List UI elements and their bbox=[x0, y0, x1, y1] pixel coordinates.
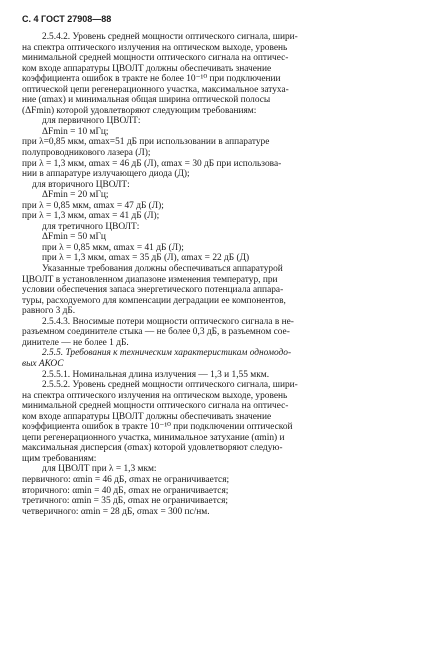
text-line: полупроводникового лазера (Л); bbox=[22, 148, 151, 159]
text-line: максимальная дисперсия (σmax) которой удовлетворяют следую- bbox=[22, 443, 283, 454]
text-line: 2.5.4.3. Вносимые потери мощности оптического сигнала в не- bbox=[42, 316, 294, 327]
text-line: ЦВОЛТ в установленном диапазоне изменения температур, при bbox=[22, 274, 278, 285]
text-line: третичного: αmin = 35 дБ, σmax не ограничивается; bbox=[22, 496, 228, 507]
text-line: разъемном соединителе стыка — не более 0,3 дБ, в разъемном сое- bbox=[22, 327, 290, 338]
text-line: туры, расходуемого для компенсации деградации ее компонентов, bbox=[22, 295, 286, 306]
text-line: ком входе аппаратуры ЦВОЛТ должны обеспечивать значение bbox=[22, 63, 272, 74]
text-line: 2.5.5.1. Номинальная длина излучения — 1,3 и 1,55 мкм. bbox=[42, 369, 270, 380]
text-line: цепи регенерационного участка, минимальное затухание (αmin) и bbox=[22, 432, 285, 443]
text-line: для ЦВОЛТ при λ = 1,3 мкм: bbox=[42, 464, 157, 475]
text-line: ΔFmin = 50 мГц bbox=[42, 232, 106, 243]
text-line: при λ = 1,3 мкм, αmax = 35 дБ (Л), αmax = 22 дБ (Д) bbox=[42, 253, 250, 264]
text-line: первичного: αmin = 46 дБ, σmax не ограничивается; bbox=[22, 474, 230, 485]
text-line: 2.5.4.2. Уровень средней мощности оптического сигнала, шири- bbox=[42, 32, 298, 42]
text-line: при λ = 0,85 мкм, αmax = 41 дБ (Л); bbox=[42, 242, 184, 253]
text-line: для третичного ЦВОЛТ: bbox=[42, 221, 140, 232]
text-line: минимальной средней мощности оптического сигнала на оптичес- bbox=[22, 53, 289, 64]
text-line: оптической цепи регенерационного участка, максимальное затуха- bbox=[22, 84, 289, 95]
text-line: коэффициента ошибок в тракте не более 10⁻¹⁰ при подключении bbox=[22, 74, 281, 85]
text-line: Указанные требования должны обеспечиваться аппаратурой bbox=[42, 264, 283, 275]
text-line: 2.5.5. Требования к техническим характеристикам одномодо- bbox=[42, 348, 292, 359]
text-line: на спектра оптического излучения на оптическом выходе, уровень bbox=[22, 390, 288, 401]
text-line: четвеpичного: αmin = 28 дБ, σmax = 300 пс/нм. bbox=[22, 506, 210, 517]
text-line: вторичного: αmin = 40 дБ, σmax не ограничивается; bbox=[22, 485, 229, 496]
page-header: С. 4 ГОСТ 27908—88 bbox=[22, 14, 112, 24]
text-line: вых АКОС bbox=[22, 358, 64, 369]
text-line: минимальной средней мощности оптического сигнала на оптичес- bbox=[22, 401, 289, 412]
text-line: коэффициента ошибок в тракте 10⁻¹⁰ при подключении оптической bbox=[22, 422, 293, 433]
text-line: при λ=0,85 мкм, αmax=51 дБ при использовании в аппаратуре bbox=[22, 137, 270, 148]
document-body bbox=[22, 32, 402, 517]
text-line: 2.5.5.2. Уровень средней мощности оптического сигнала, шири- bbox=[42, 380, 298, 391]
text-line: (ΔFmin) которой удовлетворяют следующим требованиям: bbox=[22, 105, 257, 116]
text-line: ком входе аппаратуры ЦВОЛТ должны обеспечивать значение bbox=[22, 411, 272, 422]
text-line: при λ = 1,3 мкм, αmax = 41 дБ (Л); bbox=[22, 211, 160, 222]
text-line: условии обеспечения запаса энергетического потенциала аппара- bbox=[22, 285, 284, 296]
text-line: динителе — не более 1 дБ. bbox=[22, 337, 129, 348]
text-line: ние (αmax) и минимальная общая ширина оптической полосы bbox=[22, 95, 271, 106]
text-line: на спектра оптического излучения на оптическом выходе, уровень bbox=[22, 42, 288, 53]
text-line: для первичного ЦВОЛТ: bbox=[42, 116, 141, 127]
text-line: щим требованиям: bbox=[22, 453, 97, 464]
text-line: нии в аппаратуре излучающего диода (Д); bbox=[22, 169, 190, 180]
text-line: равного 3 дБ. bbox=[22, 306, 76, 317]
text-line: для вторичного ЦВОЛТ: bbox=[32, 179, 130, 190]
text-line: при λ = 1,3 мкм, αmax = 46 дБ (Л), αmax = 30 дБ при использова- bbox=[22, 158, 282, 169]
text-line: ΔFmin = 10 мГц; bbox=[42, 126, 109, 137]
text-line: при λ = 0,85 мкм, αmax = 47 дБ (Л); bbox=[22, 200, 164, 211]
text-line: ΔFmin = 20 мГц; bbox=[42, 190, 109, 201]
